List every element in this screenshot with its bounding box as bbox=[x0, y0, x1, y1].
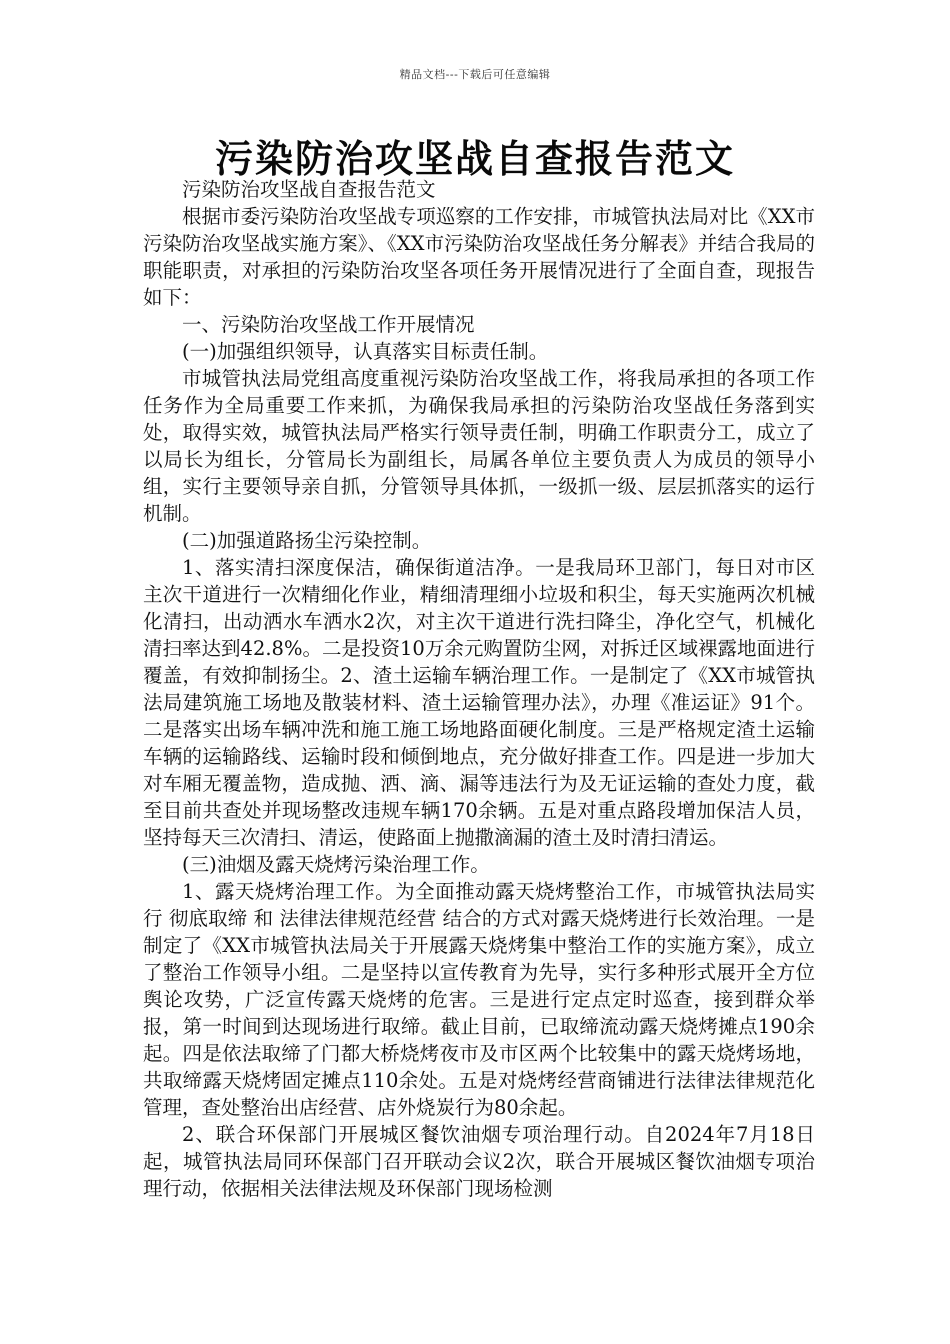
subsection-heading-1: (一)加强组织领导，认真落实目标责任制。 bbox=[182, 340, 549, 363]
paragraph-organization: 市城管执法局党组高度重视污染防治攻坚战工作，将我局承担的各项工作任务作为全局重要工作来抓，为确保我局承担的污染防治攻坚战任务落到实处，取得实效，城管执法局严格实行领导责任制，明确工作职责分工，成立了以局长为组长，分管局长为副组长，局属各单位主要负责人为成员的领导小组，实行主要领导亲自抓，分管领导具体抓，一级抓一级、层层抓落实的运行机制。 bbox=[143, 367, 815, 525]
section-heading-1: 一、污染防治攻坚战工作开展情况 bbox=[182, 313, 475, 336]
paragraph-dust-control: 1、落实清扫深度保洁，确保街道洁净。一是我局环卫部门，每日对市区主次干道进行一次精细化作业，精细清理细小垃圾和积尘，每天实施两次机械化清扫，出动洒水车洒水2次，对主次干道进行洗扫降尘，净化空气，机械化清扫率达到42.8%。二是投资10万余元购置防尘网，对拆迁区域裸露地面进行覆盖，有效抑制扬尘。2、渣土运输车辆治理工作。一是制定了《XX市城管执法局建筑施工场地及散装材料、渣土运输管理办法》，办理《准运证》91个。二是落实出场车辆冲洗和施工施工场地路面硬化制度。三是严格规定渣土运输车辆的运输路线、运输时段和倾倒地点，充分做好排查工作。四是进一步加大对车厢无覆盖物，造成抛、洒、滴、漏等违法行为及无证运输的查处力度，截至目前共查处并现场整改违规车辆170余辆。五是对重点路段增加保洁人员，坚持每天三次清扫、清运，使路面上抛撒滴漏的渣土及时清扫清运。 bbox=[143, 556, 815, 849]
document-title: 污染防治攻坚战自查报告范文 bbox=[214, 136, 735, 181]
paragraph-barbecue: 1、露天烧烤治理工作。为全面推动露天烧烤整治工作，市城管执法局实行 彻底取缔 和 法律法律规范经营 结合的方式对露天烧烤进行长效治理。一是制定了《XX市城管执法局关于开展露天烧烤集中整治工作的实施方案》，成立了整治工作领导小组。二是坚持以宣传教育为先导，实行多种形式展开全方位舆论攻势，广泛宣传露天烧烤的危害。三是进行定点定时巡查，接到群众举报，第一时间到达现场进行取缔。截止目前，已取缔流动露天烧烤摊点190余起。四是依法取缔了门都大桥烧烤夜市及市区两个比较集中的露天烧烤场地，共取缔露天烧烤固定摊点110余处。五是对烧烤经营商铺进行法律法律规范化管理，查处整治出店经营、店外烧炭行为80余起。 bbox=[143, 880, 815, 1119]
paragraph-subtitle: 污染防治攻坚战自查报告范文 bbox=[182, 178, 436, 201]
subsection-heading-3: (三)油烟及露天烧烤污染治理工作。 bbox=[182, 853, 490, 876]
paragraph-oil-fume: 2、联合环保部门开展城区餐饮油烟专项治理行动。自2024年7月18日起，城管执法局同环保部门召开联动会议2次，联合开展城区餐饮油烟专项治理行动，依据相关法律法规及环保部门现场检测 bbox=[143, 1123, 815, 1200]
header-note: 精品文档---下载后可任意编辑 bbox=[399, 68, 551, 81]
subsection-heading-2: (二)加强道路扬尘污染控制。 bbox=[182, 529, 432, 552]
paragraph-intro: 根据市委污染防治攻坚战专项巡察的工作安排，市城管执法局对比《XX市污染防治攻坚战实施方案》、《XX市污染防治攻坚战任务分解表》并结合我局的职能职责，对承担的污染防治攻坚各项任务开展情况进行了全面自查，现报告如下： bbox=[143, 205, 815, 309]
document-body bbox=[143, 176, 815, 1202]
